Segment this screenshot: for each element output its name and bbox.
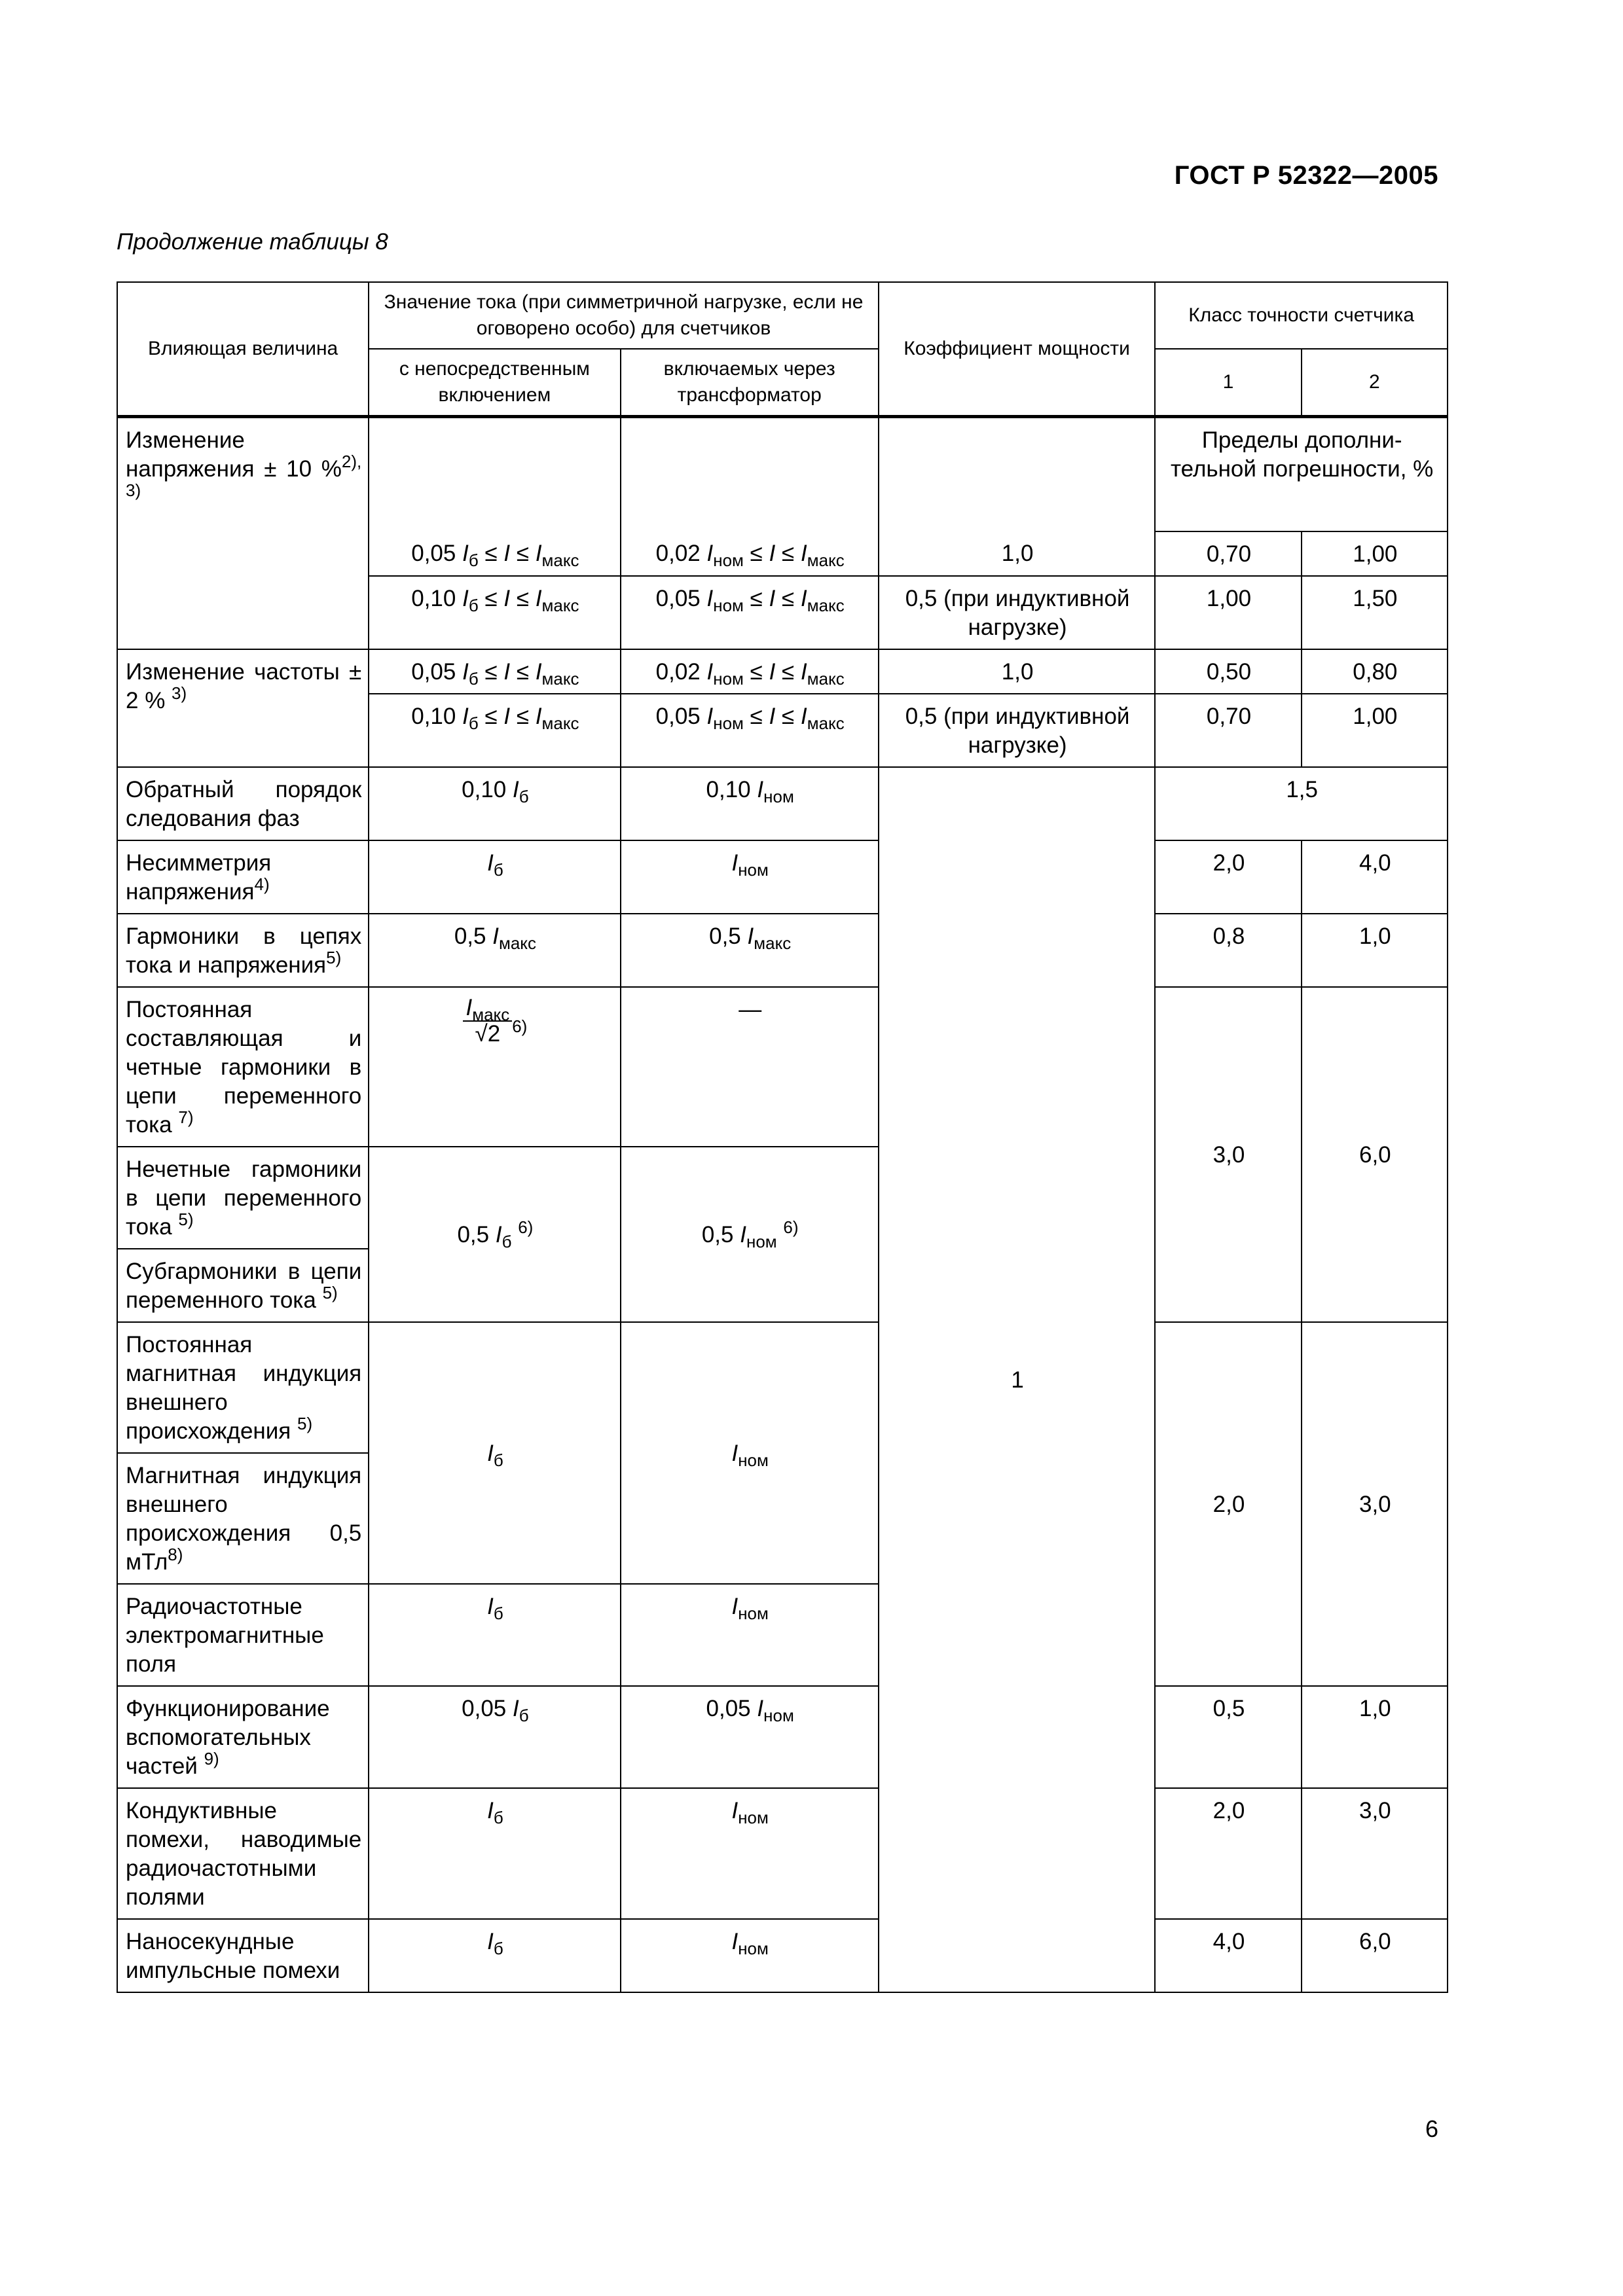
class-2-value: 3,0 (1302, 1788, 1448, 1919)
class-1-value: 4,0 (1155, 1919, 1301, 1992)
footnote-ref: 4) (254, 874, 270, 894)
current-transformer: 0,05 $I_{ном} \le I \le I_{макс}$ (621, 576, 879, 649)
class-2-value: 1,50 (1302, 576, 1448, 649)
current-transformer: $I_{ном}$ (621, 1788, 879, 1919)
header-accuracy-class: Класс точности счетчика (1155, 282, 1448, 349)
footnote-ref: 5) (297, 1414, 313, 1433)
current-direct-fraction (369, 987, 620, 1147)
current-direct: 0,05 $I_б$ (369, 1686, 620, 1788)
influence-label: Изменение напряжения ± 10 % (126, 427, 342, 482)
table-row (117, 649, 1448, 694)
current-transformer: 0,5 $I_{макс}$ (621, 914, 879, 987)
current-transformer: 0,02 $I_{ном} \le I \le I_{макс}$ (621, 531, 879, 576)
class-1-value: 0,8 (1155, 914, 1301, 987)
class-1-value: 3,0 (1155, 987, 1301, 1322)
footnote-ref: 6) (512, 1016, 528, 1036)
current-transformer: $I_{ном}$ (621, 840, 879, 914)
class-2-value: 1,00 (1302, 531, 1448, 576)
footnote-ref: 5) (326, 948, 342, 967)
table-8-continuation (117, 281, 1448, 1993)
influence-reverse-phase: Обратный порядок следования фаз (117, 767, 369, 840)
table-row (117, 914, 1448, 987)
header-current-value: Значение тока (при симметричной нагрузке, если не оговорено особо) для счетчиков (369, 282, 879, 349)
table-row (117, 840, 1448, 914)
power-factor: 1,0 (879, 531, 1155, 576)
document-code: ГОСТ Р 52322—2005 (1174, 161, 1438, 190)
power-factor: 0,5 (при индуктивной нагрузке) (879, 576, 1155, 649)
current-transformer: 0,05 $I_{ном} \le I \le I_{макс}$ (621, 694, 879, 767)
class-2-value: 1,0 (1302, 1686, 1448, 1788)
current-direct: 0,5 $I_б$ $^{6)}$ (369, 1147, 620, 1322)
class-2-value: 4,0 (1302, 840, 1448, 914)
header-direct: с непосредственным включением (369, 349, 620, 417)
current-direct: $I_б$ (369, 1919, 620, 1992)
influence-subharmonics (117, 1249, 369, 1322)
class-2-value: 1,00 (1302, 694, 1448, 767)
power-factor: 0,5 (при индуктивной нагрузке) (879, 694, 1155, 767)
footnote-ref: 3) (172, 683, 187, 703)
class-1-value: 1,00 (1155, 576, 1301, 649)
class-2-value: 1,0 (1302, 914, 1448, 987)
influence-const-magnetic (117, 1322, 369, 1453)
page-number: 6 (1425, 2115, 1438, 2142)
table-row (117, 417, 1448, 532)
fraction: $\frac{I_{макс}}{√2}$ (463, 996, 512, 1047)
table-row (117, 1322, 1448, 1453)
limits-header: Пределы дополни-тельной погрешности, % (1155, 417, 1448, 532)
influence-label: Функционирование вспомогательных частей (126, 1696, 330, 1779)
current-transformer: — (621, 987, 879, 1147)
influence-asymmetry (117, 840, 369, 914)
current-direct: $I_б$ (369, 840, 620, 914)
influence-frequency (117, 649, 369, 767)
power-factor: 1,0 (879, 649, 1155, 694)
influence-label: Нечетные гармоники в цепи переменного тока (126, 1157, 362, 1240)
class-1-value: 2,0 (1155, 1788, 1301, 1919)
class-1-value: 0,50 (1155, 649, 1301, 694)
current-transformer: $I_{ном}$ (621, 1919, 879, 1992)
current-direct: $I_б$ (369, 1788, 620, 1919)
class-2-value: 0,80 (1302, 649, 1448, 694)
header-influence: Влияющая величина (117, 282, 369, 417)
class-1-value: 0,5 (1155, 1686, 1301, 1788)
table-row (117, 1686, 1448, 1788)
class-2-value: 3,0 (1302, 1322, 1448, 1686)
class-value-combined: 1,5 (1155, 767, 1448, 840)
influence-nanosecond: Наносекундные импульсные помехи (117, 1919, 369, 1992)
footnote-ref: 5) (178, 1210, 194, 1229)
current-direct: 0,5 $I_{макс}$ (369, 914, 620, 987)
influence-label: Постоянная составляющая и четные гармоники в цепи переменного тока (126, 997, 362, 1138)
header-transformer: включаемых через трансформатор (621, 349, 879, 417)
current-direct: 0,10 $I_б \le I \le I_{макс}$ (369, 576, 620, 649)
current-transformer: $I_{ном}$ (621, 1322, 879, 1584)
current-direct: $I_б$ (369, 1322, 620, 1584)
influence-label: Гармоники в цепях тока и напряжения (126, 924, 362, 978)
header-class-2: 2 (1302, 349, 1448, 417)
influence-dc-even-harmonics (117, 987, 369, 1147)
influence-magnetic-05 (117, 1453, 369, 1584)
current-transformer: $I_{ном}$ (621, 1584, 879, 1686)
influence-conductive: Кондуктивные помехи, наводимые радиочастотными полями (117, 1788, 369, 1919)
influence-odd-harmonics (117, 1147, 369, 1249)
power-factor-common: 1 (879, 767, 1155, 1992)
class-1-value: 0,70 (1155, 531, 1301, 576)
class-1-value: 2,0 (1155, 840, 1301, 914)
class-2-value: 6,0 (1302, 1919, 1448, 1992)
influence-label: Субгармоники в цепи переменного тока (126, 1259, 362, 1313)
current-transformer: 0,5 $I_{ном}$ $^{6)}$ (621, 1147, 879, 1322)
current-transformer: 0,05 $I_{ном}$ (621, 1686, 879, 1788)
current-transformer: 0,02 $I_{ном} \le I \le I_{макс}$ (621, 649, 879, 694)
current-transformer: 0,10 $I_{ном}$ (621, 767, 879, 840)
influence-aux-parts (117, 1686, 369, 1788)
influence-harmonics (117, 914, 369, 987)
footnote-ref: 7) (178, 1107, 194, 1127)
footnote-ref: 2), 3) (126, 452, 362, 500)
current-direct: 0,10 $I_б \le I \le I_{макс}$ (369, 694, 620, 767)
current-direct: 0,05 $I_б \le I \le I_{макс}$ (369, 531, 620, 576)
table-row (117, 1919, 1448, 1992)
header-power-factor: Коэффициент мощности (879, 282, 1155, 417)
table-caption: Продолжение таблицы 8 (117, 229, 388, 255)
influence-label: Магнитная индукция внешнего происхождения 0,5 мТл (126, 1463, 362, 1575)
table-row (117, 1788, 1448, 1919)
header-row-1 (117, 282, 1448, 349)
footnote-ref: 8) (168, 1545, 183, 1564)
footnote-ref: 5) (322, 1283, 338, 1302)
header-class-1: 1 (1155, 349, 1301, 417)
footnote-ref: 9) (204, 1749, 219, 1768)
influence-label: Изменение частоты ± 2 % (126, 659, 362, 713)
influence-label: Несимметрия напряжения (126, 850, 272, 905)
influence-voltage (117, 417, 369, 650)
influence-radio-fields: Радиочастотные электромагнитные поля (117, 1584, 369, 1686)
class-2-value: 6,0 (1302, 987, 1448, 1322)
class-1-value: 2,0 (1155, 1322, 1301, 1686)
table-row (117, 767, 1448, 840)
current-direct: 0,05 $I_б \le I \le I_{макс}$ (369, 649, 620, 694)
current-direct: $I_б$ (369, 1584, 620, 1686)
current-direct: 0,10 $I_б$ (369, 767, 620, 840)
influence-label: Постоянная магнитная индукция внешнего происхождения (126, 1332, 362, 1444)
table-row (117, 987, 1448, 1147)
class-1-value: 0,70 (1155, 694, 1301, 767)
